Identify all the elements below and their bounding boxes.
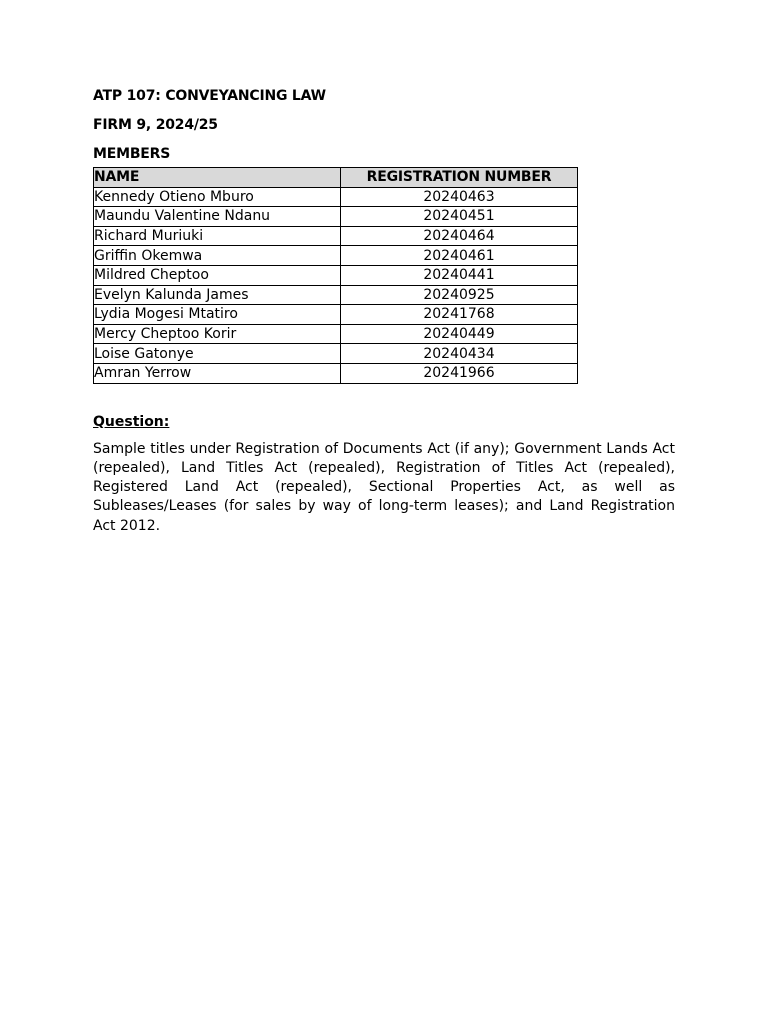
registration-number: 20241768 xyxy=(341,305,578,325)
table-row xyxy=(94,324,578,344)
registration-number: 20241966 xyxy=(341,363,578,383)
registration-number: 20240463 xyxy=(341,187,578,207)
member-name: Griffin Okemwa xyxy=(94,246,341,266)
question-label: Question: xyxy=(93,413,170,430)
table-header-row xyxy=(94,168,578,188)
question-text: Sample titles under Registration of Documents Act (if any); Government Lands Act (repealed), Land Titles Act (repealed), Registration of Titles Act (repealed), Registered Land Act (repealed), Sectional Properties Act, as well as Subleases/Leases (for sales by way of long-term leases); and Land Registration Act 2012. xyxy=(93,440,675,534)
table-row xyxy=(94,226,578,246)
member-name: Mercy Cheptoo Korir xyxy=(94,324,341,344)
members-heading: MEMBERS xyxy=(93,146,171,162)
table-row xyxy=(94,363,578,383)
table-row xyxy=(94,344,578,364)
member-name: Richard Muriuki xyxy=(94,226,341,246)
member-name: Amran Yerrow xyxy=(94,363,341,383)
firm-title: FIRM 9, 2024/25 xyxy=(93,117,218,133)
member-name: Lydia Mogesi Mtatiro xyxy=(94,305,341,325)
member-name: Maundu Valentine Ndanu xyxy=(94,207,341,227)
member-name: Evelyn Kalunda James xyxy=(94,285,341,305)
table-row xyxy=(94,187,578,207)
document-page xyxy=(93,86,675,536)
registration-number: 20240451 xyxy=(341,207,578,227)
registration-number: 20240464 xyxy=(341,226,578,246)
member-name: Loise Gatonye xyxy=(94,344,341,364)
registration-number: 20240449 xyxy=(341,324,578,344)
table-row xyxy=(94,305,578,325)
registration-number: 20240434 xyxy=(341,344,578,364)
registration-number: 20240925 xyxy=(341,285,578,305)
table-row xyxy=(94,246,578,266)
member-name: Mildred Cheptoo xyxy=(94,265,341,285)
members-table xyxy=(93,167,578,384)
member-name: Kennedy Otieno Mburo xyxy=(94,187,341,207)
registration-number: 20240441 xyxy=(341,265,578,285)
table-row xyxy=(94,265,578,285)
registration-number-column-header: REGISTRATION NUMBER xyxy=(341,168,578,188)
registration-number: 20240461 xyxy=(341,246,578,266)
course-title: ATP 107: CONVEYANCING LAW xyxy=(93,88,326,104)
name-column-header: NAME xyxy=(94,168,341,188)
table-row xyxy=(94,285,578,305)
table-row xyxy=(94,207,578,227)
